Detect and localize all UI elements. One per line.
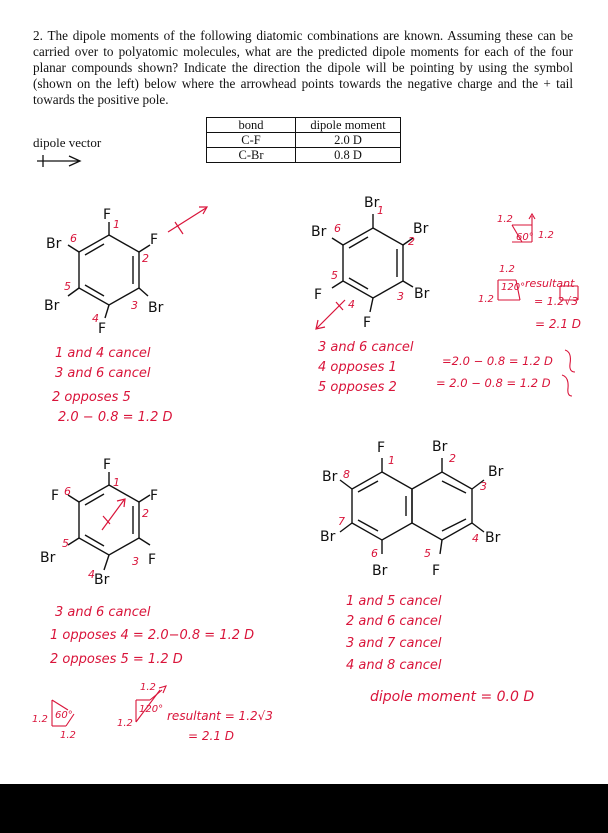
table-cell-moment: 0.8 D: [296, 148, 401, 163]
vector-label: = 2.1 D: [535, 317, 582, 331]
position-number: 5: [424, 547, 431, 560]
molecule-2-note: 5 opposes 2: [318, 380, 397, 395]
atom-label: F: [103, 207, 112, 223]
position-number: 4: [348, 298, 355, 311]
vector-label: 120°: [139, 704, 164, 715]
vector-label: 1.2: [497, 214, 513, 225]
scan-footer-band: [0, 784, 608, 833]
vector-label: 1.2: [117, 718, 133, 729]
position-number: 3: [480, 480, 487, 493]
position-number: 6: [64, 485, 71, 498]
atom-label: Br: [320, 529, 336, 545]
molecule-3-vector-labels: [32, 682, 273, 743]
vector-label: 1.2: [60, 730, 76, 741]
molecule-1-positions: [64, 218, 149, 325]
vector-label: 1.2: [538, 230, 554, 241]
atom-label: Br: [372, 563, 388, 579]
position-number: 6: [334, 222, 341, 235]
table-header-bond: bond: [207, 118, 296, 133]
atom-label: Br: [364, 195, 380, 211]
table-header-moment: dipole moment: [296, 118, 401, 133]
position-number: 4: [92, 312, 99, 325]
position-number: 1: [113, 476, 120, 489]
molecule-2-vector-labels: [478, 214, 581, 331]
position-number: 5: [331, 269, 338, 282]
vector-label: = 1.2√3: [534, 295, 579, 308]
position-number: 8: [343, 468, 350, 481]
atom-label: Br: [414, 286, 430, 302]
position-number: 6: [371, 547, 378, 560]
molecule-1-atoms: [44, 207, 164, 337]
position-number: 1: [377, 204, 384, 217]
atom-label: F: [432, 563, 441, 579]
position-number: 5: [64, 280, 71, 293]
vector-label: resultant: [525, 277, 575, 290]
position-number: 3: [397, 290, 404, 303]
position-number: 4: [472, 532, 479, 545]
molecule-4-note: dipole moment = 0.0 D: [370, 689, 535, 705]
position-number: 2: [142, 507, 149, 520]
molecule-3-note: 2 opposes 5 = 1.2 D: [50, 652, 183, 667]
molecule-2-note: 4 opposes 1: [318, 360, 397, 375]
molecule-1-note: 3 and 6 cancel: [55, 366, 151, 381]
position-number: 6: [70, 232, 77, 245]
molecule-2-note: = 2.0 − 0.8 = 1.2 D: [436, 376, 551, 390]
molecule-4-note: 4 and 8 cancel: [346, 658, 442, 673]
atom-label: F: [148, 552, 157, 568]
position-number: 7: [338, 515, 345, 528]
atom-label: Br: [485, 530, 501, 546]
position-number: 1: [113, 218, 120, 231]
atom-label: F: [314, 287, 323, 303]
vector-label: 1.2: [140, 682, 156, 693]
atom-label: Br: [413, 221, 429, 237]
molecule-2-brackets: [562, 350, 575, 396]
atom-label: F: [98, 321, 107, 337]
molecule-2-note: =2.0 − 0.8 = 1.2 D: [442, 354, 553, 368]
atom-label: F: [103, 457, 112, 473]
atom-label: F: [150, 488, 159, 504]
molecule-1-note: 2.0 − 0.8 = 1.2 D: [58, 410, 173, 425]
vector-label: = 2.1 D: [188, 729, 235, 743]
table-cell-moment: 2.0 D: [296, 133, 401, 148]
vector-label: 1.2: [478, 294, 494, 305]
atom-label: Br: [311, 224, 327, 240]
molecule-4: [340, 458, 484, 554]
dipole-vector-label: dipole vector: [33, 135, 102, 150]
atom-label: Br: [94, 572, 110, 588]
atom-label: Br: [46, 236, 62, 252]
position-number: 2: [408, 235, 415, 248]
molecule-4-note: 1 and 5 cancel: [346, 594, 442, 609]
molecule-1-dipole-arrow: [168, 207, 207, 234]
atom-label: Br: [44, 298, 60, 314]
molecule-3-note: 1 opposes 4 = 2.0−0.8 = 1.2 D: [50, 628, 255, 643]
atom-label: Br: [40, 550, 56, 566]
atom-label: Br: [432, 439, 448, 455]
molecule-1-note: 2 opposes 5: [52, 390, 131, 405]
vector-label: 60°: [516, 232, 534, 243]
position-number: 2: [142, 252, 149, 265]
vector-label: 1.2: [32, 714, 48, 725]
molecule-3-dipole-arrow: [102, 499, 125, 530]
molecule-4-note: 2 and 6 cancel: [346, 614, 442, 629]
molecule-2-dipole-arrow: [316, 300, 345, 329]
molecule-4-note: 3 and 7 cancel: [346, 636, 442, 651]
molecule-3-note: 3 and 6 cancel: [55, 605, 151, 620]
molecule-1-note: 1 and 4 cancel: [55, 346, 151, 361]
atom-label: F: [363, 315, 372, 331]
position-number: 4: [88, 568, 95, 581]
vector-label: 1.2: [499, 264, 515, 275]
position-number: 3: [132, 555, 139, 568]
position-number: 3: [131, 299, 138, 312]
vector-label: 120°: [501, 282, 526, 293]
molecule-3-atoms: [40, 457, 158, 588]
table-cell-bond: C-F: [207, 133, 296, 148]
position-number: 2: [449, 452, 456, 465]
atom-label: F: [377, 440, 386, 456]
atom-label: Br: [148, 300, 164, 316]
molecule-2-note: 3 and 6 cancel: [318, 340, 414, 355]
atom-label: F: [150, 232, 159, 248]
position-number: 5: [62, 537, 69, 550]
table-cell-bond: C-Br: [207, 148, 296, 163]
atom-label: F: [51, 488, 60, 504]
vector-label: 60°: [55, 710, 73, 721]
question-text: 2. The dipole moments of the following diatomic combinations are known. Assuming these can be carried over to polyatomic molecules, what are the predicted dipole moments for each of the four planar compounds shown? Indicate the direction the dipole will be pointing by using the symbol (shown on the left) below where the arrowhead points towards the negative charge and the + tail towards the positive pole.: [33, 28, 573, 107]
atom-label: Br: [322, 469, 338, 485]
vector-label: resultant = 1.2√3: [167, 709, 273, 723]
atom-label: Br: [488, 464, 504, 480]
position-number: 1: [388, 454, 395, 467]
